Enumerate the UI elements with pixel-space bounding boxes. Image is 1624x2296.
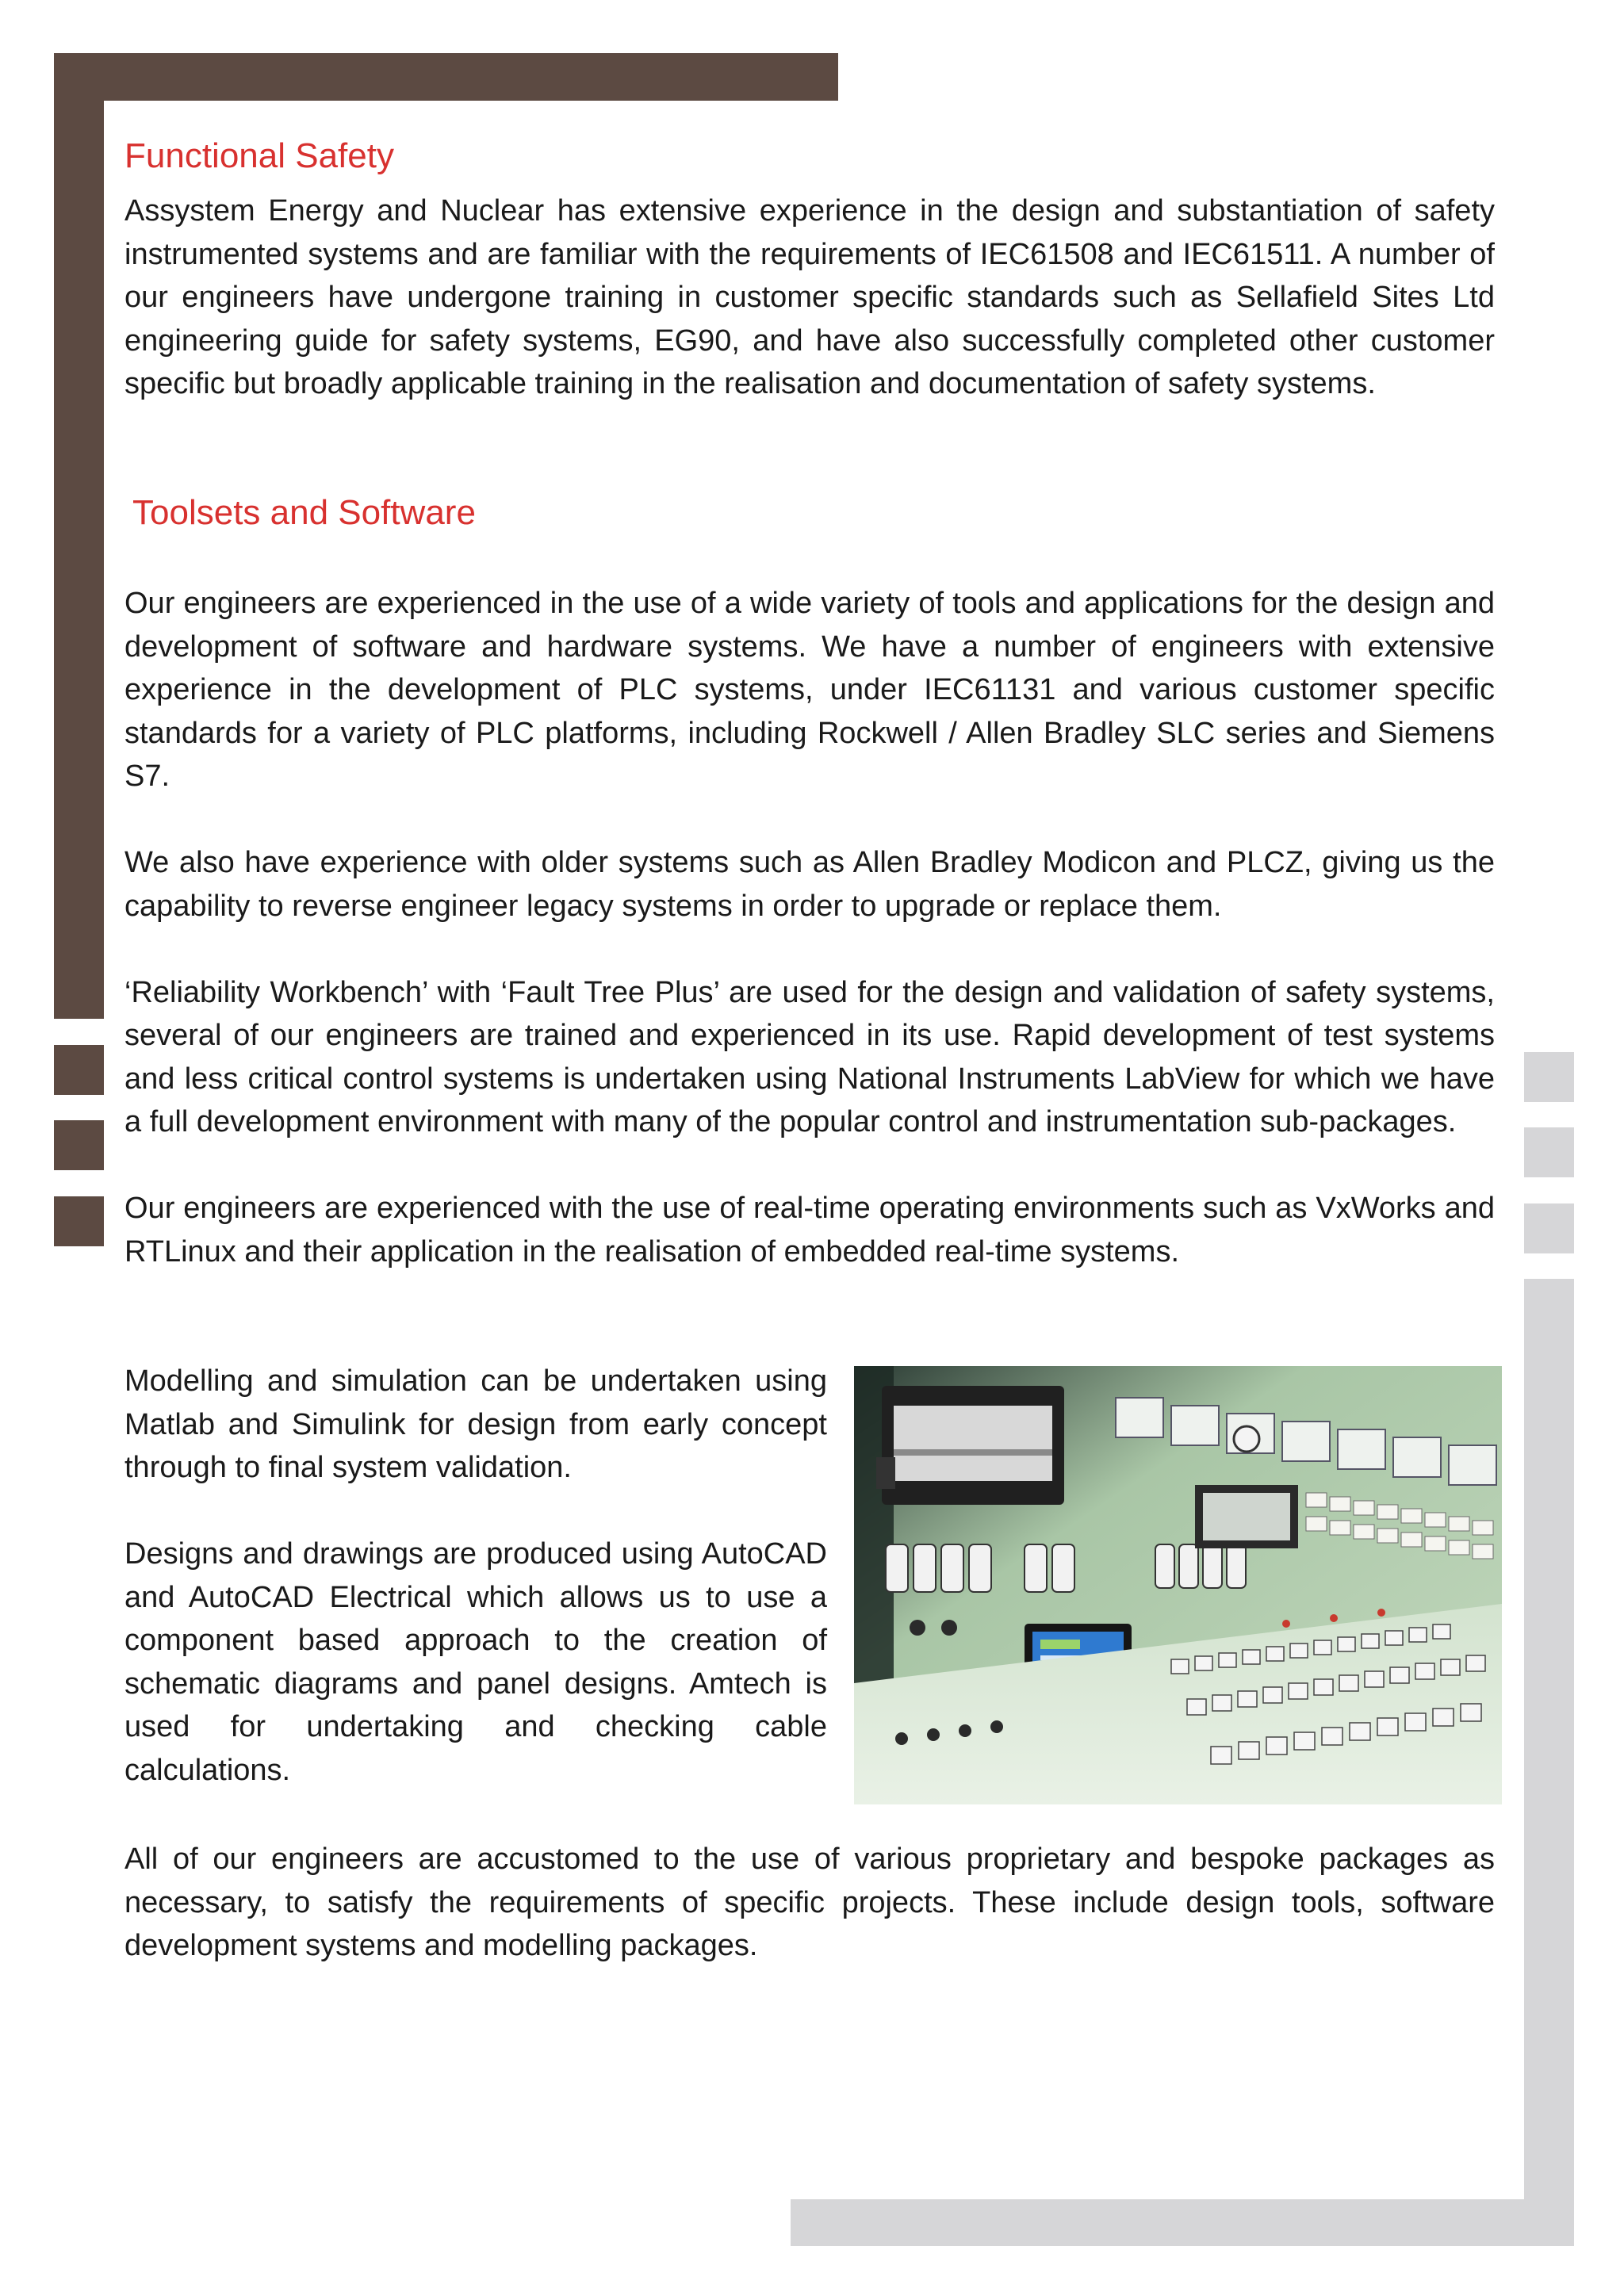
toolsets-section bbox=[124, 490, 1495, 536]
functional-safety-paragraph: Assystem Energy and Nuclear has extensive experience in the design and substantiation of safety instrumented systems and are familiar with the requirements of IEC61508 and IEC61511. A number of our engineers have undergone training in customer specific standards such as Sellafield Sites Ltd engineering guide for safety systems, EG90, and have also successfully completed other customer specific but broadly applicable training in the realisation and documentation of safety systems. bbox=[124, 194, 1495, 400]
bottom-frame-bar bbox=[791, 2199, 1574, 2246]
functional-safety-section bbox=[124, 133, 1495, 406]
right-frame-bar bbox=[1524, 1279, 1574, 2246]
right-block-3 bbox=[1524, 1203, 1574, 1253]
control-panel-illustration bbox=[854, 1366, 1502, 1804]
top-frame-bar bbox=[54, 53, 838, 101]
left-block-2 bbox=[54, 1120, 104, 1170]
drawings-paragraph: Designs and drawings are produced using AutoCAD and AutoCAD Electrical which allows us to use a component based approach to the creation of schematic diagrams and panel designs. Amtech is used for undertaking and checking cable calculations. bbox=[124, 1537, 827, 1787]
right-block-1 bbox=[1524, 1052, 1574, 1102]
modelling-paragraph: Modelling and simulation can be undertaken using Matlab and Simulink for design from early concept through to final system validation. bbox=[124, 1364, 827, 1484]
closing-section bbox=[124, 1838, 1495, 1968]
left-block-1 bbox=[54, 1045, 104, 1095]
left-frame-bar bbox=[54, 53, 104, 1019]
left-block-3 bbox=[54, 1196, 104, 1246]
plc-paragraph: Our engineers are experienced in the use of a wide variety of tools and applications for the design and development of software and hardware systems. We have a number of engineers with extensive experience in the development of PLC systems, under IEC61131 and various customer specific standards for a variety of PLC platforms, including Rockwell / Allen Bradley SLC series and Siemens S7. bbox=[124, 587, 1495, 793]
legacy-paragraph: We also have experience with older systems such as Allen Bradley Modicon and PLCZ, giving us the capability to reverse engineer legacy systems in order to upgrade or replace them. bbox=[124, 846, 1495, 923]
toolsets-heading: Toolsets and Software bbox=[132, 493, 476, 532]
closing-paragraph: All of our engineers are accustomed to the use of various proprietary and bespoke packages as necessary, to satisfy the requirements of specific projects. These include design tools, software development systems and modelling packages. bbox=[124, 1843, 1495, 1962]
realtime-paragraph: Our engineers are experienced with the use of real-time operating environments such as VxWorks and RTLinux and their application in the realisation of embedded real-time systems. bbox=[124, 1192, 1495, 1269]
control-panel-photo bbox=[854, 1366, 1502, 1804]
reliability-paragraph: ‘Reliability Workbench’ with ‘Fault Tree Plus’ are used for the design and validation of safety systems, several of our engineers are trained and experienced in its use. Rapid development of test systems and less critical control systems is undertaken using National Instruments LabView for which we have a full development environment with many of the popular control and instrumentation sub-packages. bbox=[124, 975, 1495, 1138]
functional-safety-heading: Functional Safety bbox=[124, 136, 394, 175]
toolsets-body bbox=[124, 582, 1495, 1273]
right-block-2 bbox=[1524, 1127, 1574, 1177]
